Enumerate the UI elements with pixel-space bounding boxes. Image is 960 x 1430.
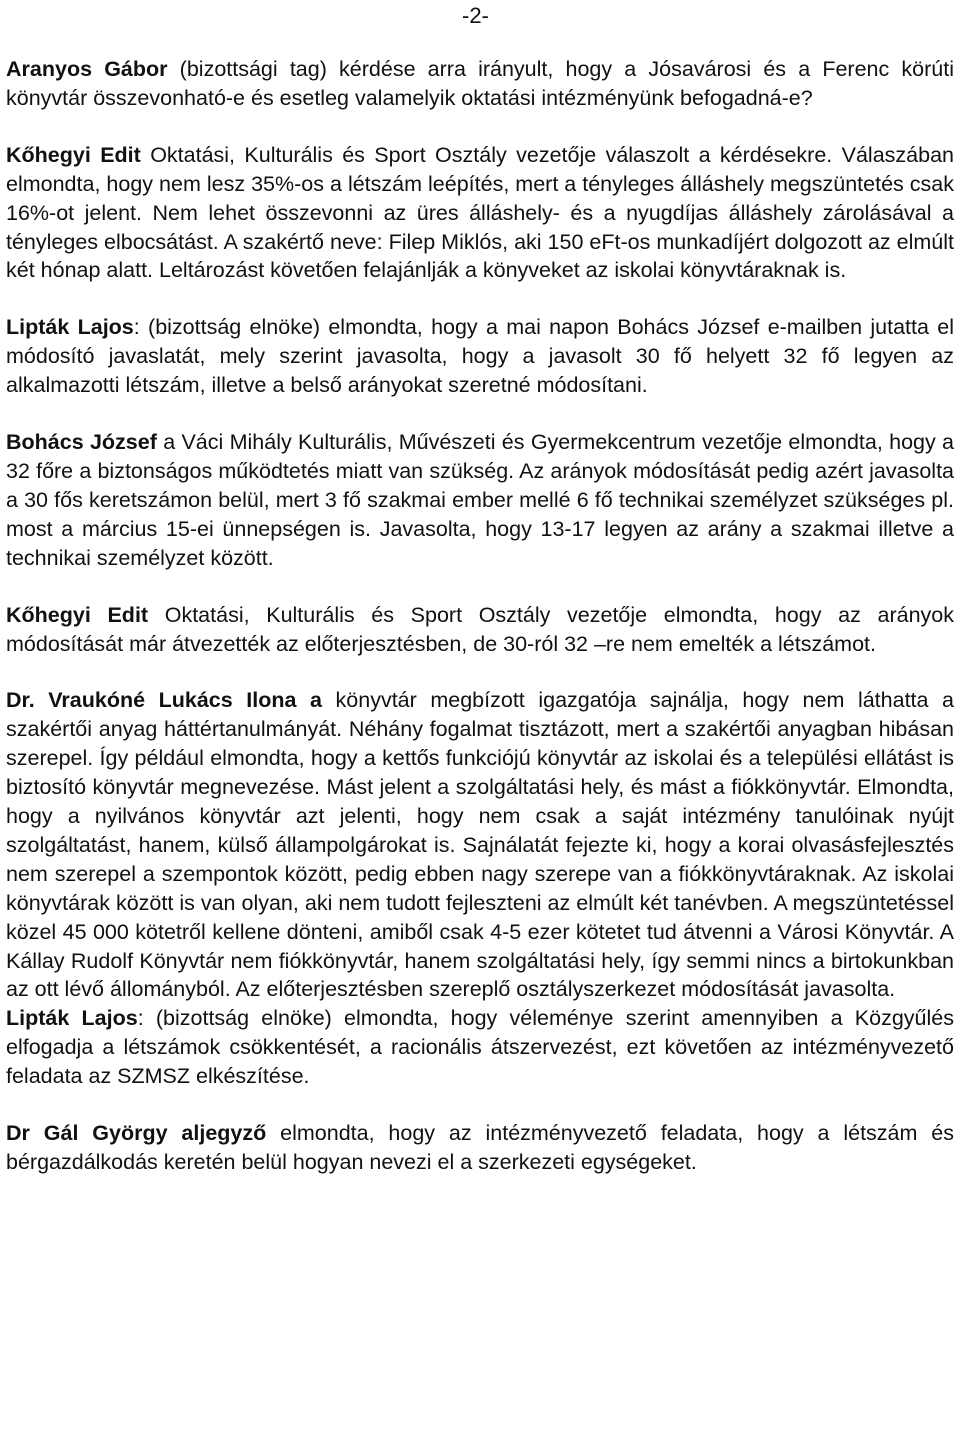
paragraph-text: könyvtár megbízott igazgatója sajnálja, hogy nem láthatta a szakértői anyag háttértanulmányát. Néhány fogalmat tisztázott, mert a szakértői anyagban hibásan szerepel. Így például elmondta, hogy a kettős funkciójú könyvtár az iskolai és a települési ellátást is biztosító könyvtár megnevezése. Mást jelent a szolgáltatási hely, és mást a fiókkönyvtár. Elmondta, hogy a nyilvános könyvtár azt jelenti, hogy nem csak a saját intézmény tanulóinak nyújt szolgáltatást, hanem, külső állampolgárokat is. Sajnálatát fejezte ki, hogy a korai olvasásfejlesztés nem szerepel a szempontok között, pedig ebben nagy szerepe van a fiókkönyvtáraknak. Az iskolai könyvtárak között is van olyan, aki nem tudott fejleszteni az elmúlt két tanévben. A megszüntetéssel közel 45 000 kötetről kellene dönteni, amiből csak 4-5 ezer kötetet tud átvenni a Városi Könyvtár. A Kállay Rudolf Könyvtár nem fiókkönyvtár, hanem szolgáltatási hely, így semmi nincs a birtokunkban az ott lévő állományból. Az előterjesztésben szereplő osztályszerkezet módosítását javasolta. xyxy=(6,688,954,1002)
speaker-name: Kőhegyi Edit xyxy=(6,142,141,167)
speaker-name: Lipták Lajos xyxy=(6,315,134,340)
paragraph-bohacs xyxy=(6,428,954,573)
paragraph-liptak-proposal xyxy=(6,313,954,400)
paragraph-text: Oktatási, Kulturális és Sport Osztály vezetője válaszolt a kérdésekre. Válaszában elmondta, hogy nem lesz 35%-os a létszám leépítés, mert a tényleges álláshely megszüntetés csak 16%-ot jelent. Nem lehet összevonni az üres álláshely- és a nyugdíjas álláshely zárolásával a tényleges elbocsátást. A szakértő neve: Filep Miklós, aki 150 eFt-os munkadíjért dolgozott az elmúlt két hónap alatt. Leltározást követően felajánlják a könyveket az iskolai könyvtáraknak is. xyxy=(6,142,954,283)
minutes-body xyxy=(6,55,954,1177)
speaker-name: Kőhegyi Edit xyxy=(6,602,149,627)
paragraph-text: elmondta, hogy az intézményvezető feladata, hogy a létszám és bérgazdálkodás keretén belül hogyan nevezi el a szerkezeti egységeket. xyxy=(6,1121,955,1174)
paragraph-liptak-opinion xyxy=(6,1004,954,1091)
paragraph-kohegyi-ratios xyxy=(6,601,954,659)
speaker-name: Dr Gál György aljegyző xyxy=(6,1121,267,1146)
paragraph-text: : (bizottság elnöke) elmondta, hogy véleménye szerint amennyiben a Közgyűlés elfogadja a létszámok csökkentését, a racionális átszervezést, ezt követően az intézményvezető feladata az SZMSZ elkészítése. xyxy=(6,1006,954,1089)
paragraph-vraukone xyxy=(6,686,954,1004)
paragraph-text: : (bizottság elnöke) elmondta, hogy a mai napon Bohács József e-mailben jutatta el módosító javaslatát, mely szerint javasolta, hogy a javasolt 30 fő helyett 32 fő legyen az alkalmazotti létszám, illetve a belső arányokat szeretné módosítani. xyxy=(6,315,954,398)
page-number: -2- xyxy=(462,3,489,28)
paragraph-gal xyxy=(6,1119,954,1177)
paragraph-kohegyi-answer xyxy=(6,141,954,286)
paragraph-aranyos xyxy=(6,55,954,113)
speaker-name: Dr. Vraukóné Lukács Ilona a xyxy=(6,688,322,713)
paragraph-text: a Váci Mihály Kulturális, Művészeti és Gyermekcentrum vezetője elmondta, hogy a 32 főre a biztonságos működtetés miatt van szükség. Az arányok módosítását pedig azért javasolta a 30 fős keretszámon belül, mert 3 fő szakmai ember mellé 6 fő technikai személyzet szükséges pl. most a március 15-ei ünnepségen is. Javasolta, hogy 13-17 legyen az arány a szakmai illetve a technikai személyzet között. xyxy=(6,430,954,570)
speaker-name: Bohács József xyxy=(6,430,157,455)
speaker-name: Aranyos Gábor xyxy=(6,57,168,81)
speaker-name: Lipták Lajos xyxy=(6,1006,138,1031)
paragraph-text: Oktatási, Kulturális és Sport Osztály vezetője elmondta, hogy az arányok módosítását már átvezették az előterjesztésben, de 30-ról 32 –re nem emelték a létszámot. xyxy=(6,602,954,656)
paragraph-text: (bizottsági tag) kérdése arra irányult, hogy a Jósavárosi és a Ferenc körúti könyvtár összevonható-e és esetleg valamelyik oktatási intézményünk befogadná-e? xyxy=(6,57,954,110)
